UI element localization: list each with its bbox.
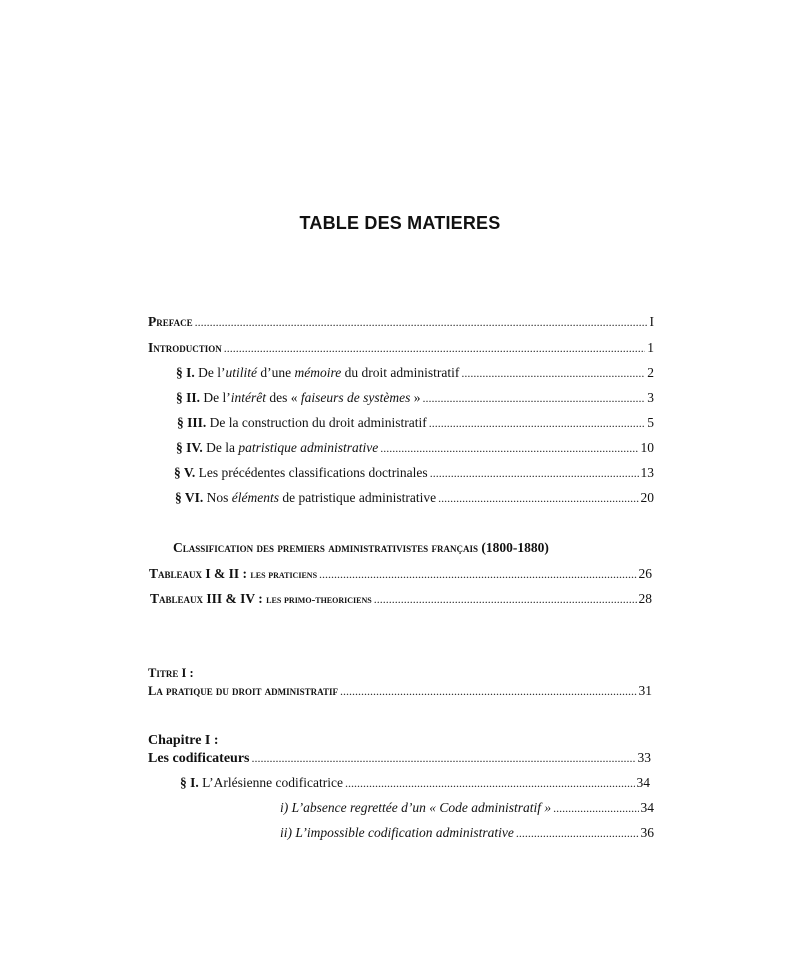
text: De la construction du droit administratif — [209, 415, 427, 430]
toc-entry-introduction[interactable] — [148, 340, 654, 356]
toc-page: 5 — [647, 415, 654, 430]
toc-entry-titre[interactable] — [148, 683, 652, 699]
toc-leader — [380, 440, 638, 456]
toc-entry-section[interactable] — [176, 390, 654, 406]
toc-page: 13 — [640, 465, 654, 480]
toc-leader — [516, 825, 639, 841]
text: d’une — [257, 365, 295, 380]
toc-entry-section[interactable] — [175, 490, 654, 506]
toc-leader — [224, 340, 645, 356]
toc-page: 34 — [640, 800, 654, 815]
toc-page: 33 — [637, 750, 651, 765]
toc-label — [180, 775, 343, 791]
toc-entry-table[interactable] — [150, 591, 652, 608]
toc-page: 34 — [636, 775, 650, 790]
text: De l’ — [198, 365, 226, 380]
classification-years: (1800-1880) — [481, 540, 549, 555]
toc-page: 3 — [647, 390, 654, 405]
toc-leader — [319, 566, 636, 582]
toc-label — [176, 365, 459, 381]
text: du droit administratif — [341, 365, 460, 380]
toc-label: ii) L’impossible codification administrative — [280, 825, 514, 840]
section-number: § VI. — [175, 490, 204, 505]
toc-leader — [429, 415, 646, 431]
classification-heading — [173, 540, 549, 556]
toc-page: 10 — [640, 440, 654, 455]
toc-label — [177, 415, 427, 431]
table-head: Tableaux III & IV : — [150, 591, 263, 606]
toc-page: 1 — [647, 340, 654, 355]
section-number: § V. — [174, 465, 196, 480]
toc-entry-section[interactable] — [177, 415, 654, 431]
toc-label — [149, 566, 317, 583]
text: de patristique administrative — [279, 490, 437, 505]
toc-leader — [195, 314, 648, 330]
text: Les précédentes classifications doctrinales — [198, 465, 428, 480]
text-italic: patristique administrative — [238, 440, 379, 455]
section-number: § IV. — [176, 440, 203, 455]
toc-page: 28 — [638, 591, 652, 606]
toc-entry-section[interactable] — [176, 365, 654, 381]
toc-label: i) L’absence regrettée d’un « Code administratif » — [280, 800, 552, 815]
toc-page: I — [649, 314, 654, 329]
text: L’Arlésienne codificatrice — [202, 775, 343, 790]
toc-leader — [374, 591, 637, 607]
toc-leader — [251, 750, 635, 766]
table-head: Tableaux I & II : — [149, 566, 248, 581]
toc-leader — [461, 365, 645, 381]
toc-leader — [430, 465, 639, 481]
toc-label — [174, 465, 428, 481]
table-label: les praticiens — [250, 569, 318, 581]
section-number: § I. — [176, 365, 195, 380]
toc-page: 20 — [640, 490, 654, 505]
toc-entry-chapitre[interactable] — [148, 750, 651, 767]
toc-leader — [553, 800, 638, 816]
toc-entry-section[interactable] — [180, 775, 650, 791]
toc-label — [176, 390, 421, 406]
text: » — [410, 390, 421, 405]
text-italic: intérêt — [230, 390, 267, 405]
text-italic: faiseurs de systèmes — [300, 390, 411, 405]
toc-label — [175, 490, 436, 506]
section-number: § III. — [177, 415, 207, 430]
text-italic: utilité — [225, 365, 258, 380]
toc-label: Les codificateurs — [148, 751, 250, 766]
toc-label: Preface — [148, 314, 193, 329]
toc-entry-section[interactable] — [174, 465, 654, 481]
toc-leader — [345, 775, 635, 791]
section-number: § I. — [180, 775, 199, 790]
toc-page: 31 — [638, 683, 652, 698]
toc-entry-table[interactable] — [149, 566, 652, 583]
text: Nos — [206, 490, 232, 505]
section-number: § II. — [176, 390, 201, 405]
text: De la — [206, 440, 239, 455]
toc-label — [176, 440, 378, 456]
toc-leader — [438, 490, 638, 506]
toc-leader — [423, 390, 646, 406]
toc-page: 36 — [640, 825, 654, 840]
toc-entry-preface[interactable] — [148, 314, 654, 330]
toc-entry-subsection[interactable] — [280, 800, 654, 816]
toc-page: 2 — [647, 365, 654, 380]
toc-label: Introduction — [148, 340, 222, 355]
toc-leader — [340, 683, 636, 699]
toc-entry-section[interactable] — [176, 440, 654, 456]
text-italic: éléments — [231, 490, 280, 505]
table-label: les primo-theoriciens — [266, 594, 372, 606]
toc-label — [150, 591, 372, 608]
toc-entry-subsection[interactable] — [280, 825, 654, 841]
toc-label: La pratique du droit administratif — [148, 684, 339, 698]
chapitre-heading: Chapitre I : — [148, 733, 219, 748]
titre-heading: Titre I : — [148, 666, 194, 680]
text: des « — [266, 390, 301, 405]
page-title: TABLE DES MATIERES — [299, 213, 501, 233]
classification-title: Classification des premiers administrativistes français — [173, 540, 478, 555]
text: De l’ — [203, 390, 231, 405]
text-italic: mémoire — [294, 365, 342, 380]
toc-page: 26 — [638, 566, 652, 581]
